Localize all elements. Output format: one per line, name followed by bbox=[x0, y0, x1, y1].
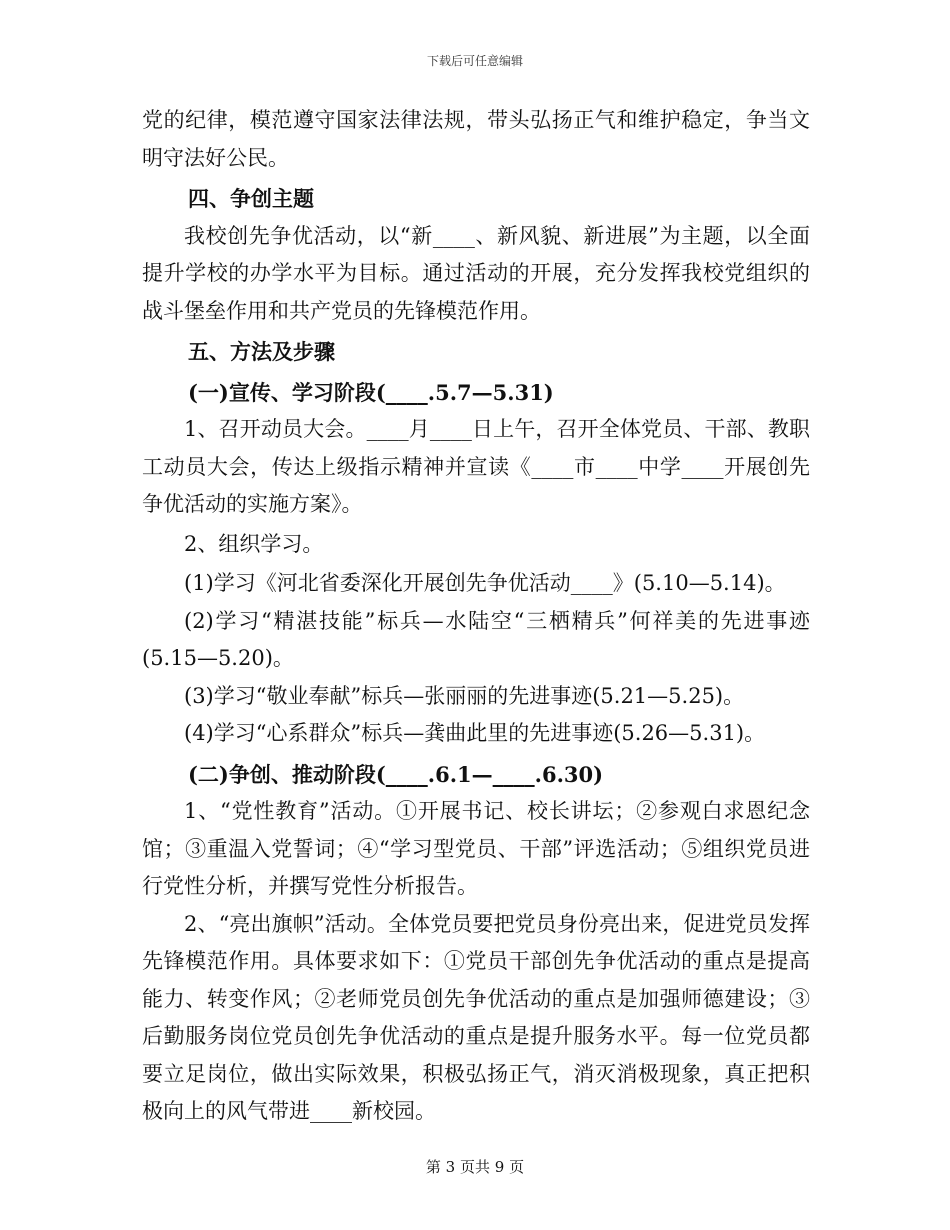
section-heading: 五、方法及步骤 bbox=[188, 339, 335, 364]
paragraph: (4)学习“心系群众”标兵—龚曲此里的先进事迹(5.26—5.31)。 bbox=[184, 721, 766, 745]
paragraph: (3)学习“敬业奉献”标兵—张丽丽的先进事迹(5.21—5.25)。 bbox=[184, 683, 745, 708]
paragraph: 2、组织学习。 bbox=[184, 531, 324, 556]
page-footer: 第 3 页共 9 页 bbox=[425, 1158, 525, 1176]
page-header: 下载后可任意编辑 bbox=[426, 54, 523, 68]
paragraph: 党的纪律，模范遵守国家法律法规，带头弘扬正气和维护稳定，争当文明守法好公民。 bbox=[142, 108, 810, 170]
paragraph: 1、“党性教育”活动。①开展书记、校长讲坛；②参观白求恩纪念馆；③重温入党誓词；④“学习型党员、干部”评选活动；⑤组织党员进行党性分析，并撰写党性分析报告。 bbox=[142, 799, 810, 898]
paragraph: (1)学习《河北省委深化开展创先争优活动____》(5.10—5.14)。 bbox=[184, 571, 786, 595]
paragraph: 我校创先争优活动，以“新____、新风貌、新进展”为主题，以全面提升学校的办学水平为目标。通过活动的开展，充分发挥我校党组织的战斗堡垒作用和共产党员的先锋模范作用。 bbox=[142, 223, 810, 323]
document-body bbox=[142, 102, 810, 1131]
paragraph: 1、召开动员大会。____月____日上午，召开全体党员、干部、教职工动员大会，传达上级指示精神并宣读《____市____中学____开展创先争优活动的实施方案》。 bbox=[142, 417, 810, 516]
section-heading: 四、争创主题 bbox=[188, 186, 314, 211]
subsection-heading: (一)宣传、学习阶段(____.5.7—5.31) bbox=[188, 379, 554, 405]
paragraph: (2)学习“精湛技能”标兵—水陆空“三栖精兵”何祥美的先进事迹(5.15—5.20)。 bbox=[142, 608, 810, 670]
subsection-heading: (二)争创、推动阶段(____.6.1—____.6.30) bbox=[188, 761, 604, 787]
paragraph: 2、“亮出旗帜”活动。全体党员要把党员身份亮出来，促进党员发挥先锋模范作用。具体要求如下：①党员干部创先争优活动的重点是提高能力、转变作风；②老师党员创先争优活动的重点是加强师德建设；③后勤服务岗位党员创先争优活动的重点是提升服务水平。每一位党员都要立足岗位，做出实际效果，积极弘扬正气，消灭消极现象，真正把积极向上的风气带进____新校园。 bbox=[142, 911, 810, 1123]
